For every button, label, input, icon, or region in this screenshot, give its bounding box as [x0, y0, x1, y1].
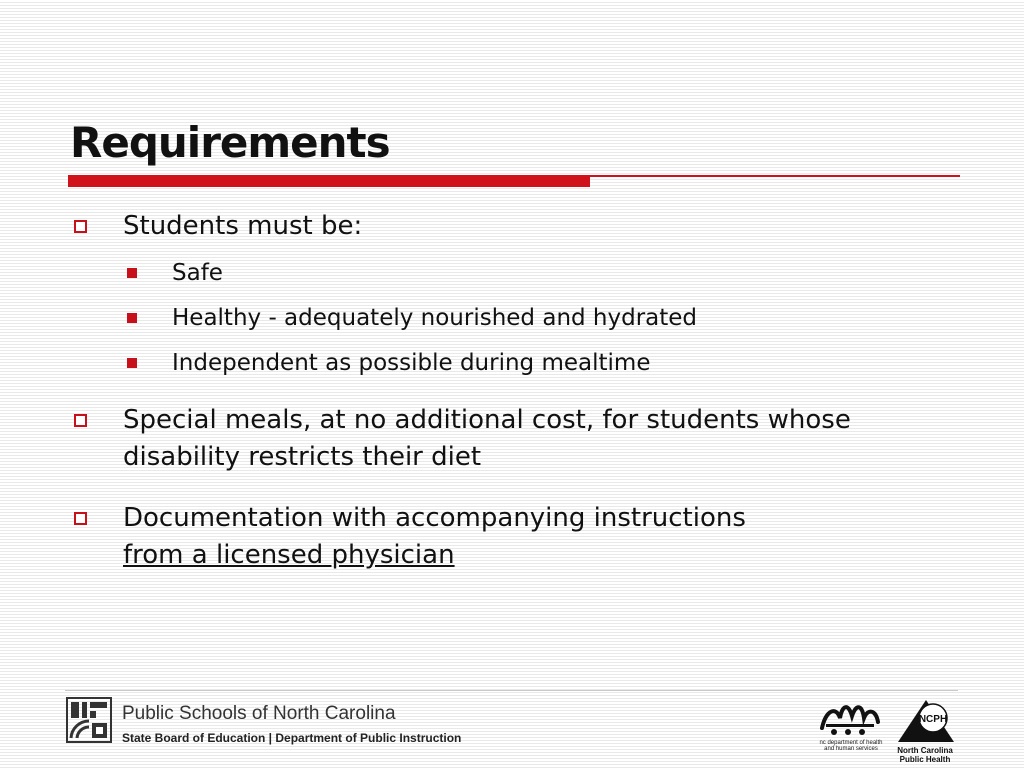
list-item-line-2: disability restricts their diet	[123, 442, 482, 472]
sub-item-text: Independent as possible during mealtime	[172, 350, 651, 376]
sub-item-healthy	[72, 296, 972, 341]
ncph-line-2: Public Health	[899, 755, 951, 764]
slide-title: Requirements	[70, 118, 390, 167]
ncph-badge-text: NCPH	[918, 714, 948, 725]
org-name: Public Schools of North Carolina	[122, 703, 396, 724]
nc-dhhs-logo-icon	[818, 698, 882, 738]
hollow-square-bullet-icon	[74, 220, 87, 233]
sub-item-text: Healthy - adequately nourished and hydrated	[172, 305, 698, 331]
org-subtitle: State Board of Education | Department of Public Instruction	[122, 731, 462, 745]
filled-square-bullet-icon	[127, 313, 137, 323]
underlined-text: from a licensed physician	[123, 540, 455, 570]
hollow-square-bullet-icon	[74, 512, 87, 525]
title-accent-rule	[590, 175, 960, 177]
hollow-square-bullet-icon	[74, 414, 87, 427]
ncph-line-1: North Carolina	[897, 746, 953, 755]
title-accent-bar	[68, 175, 590, 187]
filled-square-bullet-icon	[127, 358, 137, 368]
nc-dpi-logo-icon	[66, 697, 112, 743]
footer-divider	[65, 690, 958, 691]
list-item-text: Students must be:	[123, 211, 363, 241]
list-item-line-1: Documentation with accompanying instructions	[123, 503, 746, 533]
sub-item-safe	[72, 251, 972, 296]
sub-item-text: Safe	[172, 260, 223, 286]
ncph-caption	[890, 746, 960, 764]
nc-public-health-logo-icon	[896, 698, 956, 744]
dhhs-logo-text: nc department of health and human services	[819, 740, 883, 752]
bullet-list	[72, 208, 972, 574]
filled-square-bullet-icon	[127, 268, 137, 278]
list-item-documentation	[72, 500, 972, 574]
list-item-special-meals	[72, 402, 972, 476]
sub-item-independent	[72, 341, 972, 386]
list-item-students	[72, 208, 972, 245]
list-item-line-1: Special meals, at no additional cost, for students whose	[123, 405, 851, 435]
